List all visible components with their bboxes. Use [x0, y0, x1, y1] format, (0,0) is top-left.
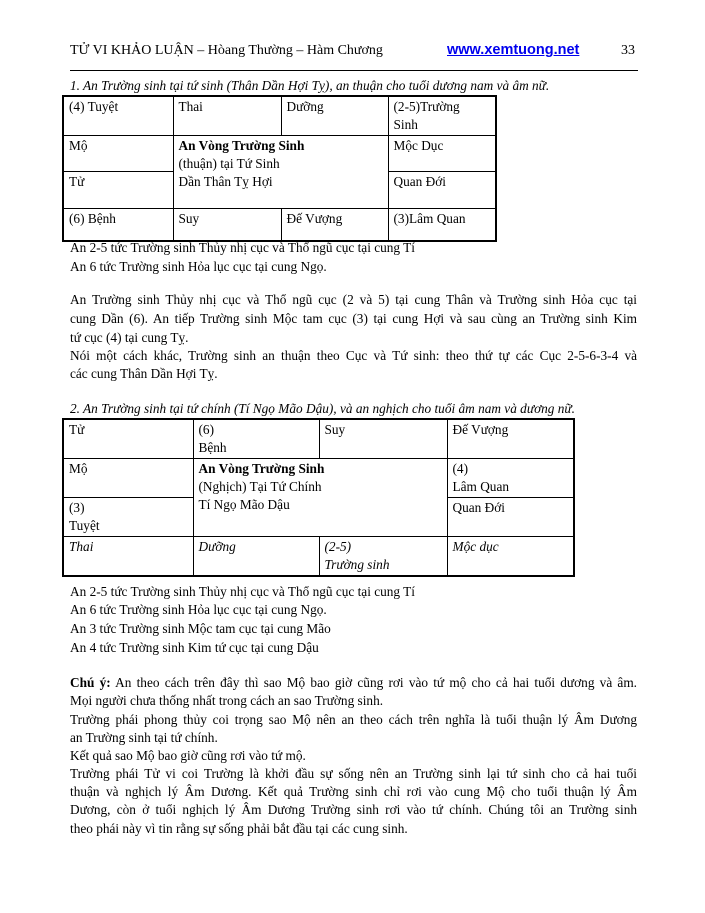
cell-line: (3)	[69, 500, 85, 515]
header-rule	[70, 70, 638, 71]
center-title: An Vòng Trường Sinh	[178, 138, 305, 153]
cell: (6) Bệnh	[63, 209, 173, 241]
cell	[388, 96, 496, 136]
cell: Tử	[63, 419, 193, 459]
center-title: An Vòng Trường Sinh	[198, 461, 325, 476]
cell	[319, 537, 447, 577]
note-paragraph-line: Kết quả sao Mộ bao giờ cũng rơi vào tứ mộ.	[70, 748, 306, 763]
section1-heading: 1. An Trường sinh tại tứ sinh (Thân Dần Hợi Tỵ), an thuận cho tuổi dương nam và âm nữ.	[70, 78, 550, 93]
note-paragraph-line: Trường phái phong thủy coi trọng sao Mộ nên an theo cách trên nghĩa là tuổi thuận lý Âm Dương	[70, 712, 637, 727]
paragraph-line: Nói một cách khác, Trường sinh an thuận theo Cục và Tứ sinh: theo thứ tự các Cục 2-5-6-3-4 và	[70, 348, 637, 363]
cell: Mộc dục	[447, 537, 574, 577]
cell-line: (2-5)Trường	[393, 99, 460, 114]
paragraph-line: An Trường sinh Thủy nhị cục và Thổ ngũ cục (2 và 5) tại cung Thân và Trường sinh Hỏa cục tại	[70, 292, 637, 307]
paragraph-line: các cung Thân Dần Hợi Tỵ.	[70, 366, 218, 381]
note-text: An theo cách trên đây thì sao Mộ bao giờ cũng rơi vào tứ mộ cho cả hai tuổi dương và âm.	[110, 675, 638, 690]
cell-line: Trường sinh	[324, 557, 390, 572]
cell: Suy	[173, 209, 281, 241]
cell: Quan Đới	[388, 172, 496, 209]
center-line: (Nghịch) Tại Tứ Chính	[198, 479, 322, 494]
note-paragraph-line: Trường phái Tử vi coi Trường là khởi đầu sự sống nên an Trường sinh lại tứ sinh cho cả hai tuổi	[70, 766, 637, 781]
cell: Dưỡng	[193, 537, 319, 577]
note-line: An 2-5 tức Trường sinh Thủy nhị cục và Thổ ngũ cục tại cung Tí	[70, 584, 415, 599]
note-paragraph-line: theo phái này vì tin rằng sự sống phải bắt đầu tại các cung sinh.	[70, 821, 408, 836]
cell-line: Bệnh	[198, 440, 227, 455]
cell: Quan Đới	[447, 498, 574, 537]
table-truong-sinh-nghich	[62, 418, 575, 577]
cell: Đế Vượng	[447, 419, 574, 459]
cell	[63, 498, 193, 537]
cell: Tử	[63, 172, 173, 209]
note-line: An 3 tức Trường sinh Mộc tam cục tại cung Mão	[70, 621, 331, 636]
cell: (3)Lâm Quan	[388, 209, 496, 241]
cell-line: Tuyệt	[69, 518, 100, 533]
center-line: Tí Ngọ Mão Dậu	[198, 497, 290, 512]
cell: Mộ	[63, 459, 193, 498]
center-line: Dần Thân Tỵ Hợi	[178, 174, 273, 189]
cell-line: Sinh	[393, 117, 418, 132]
cell	[447, 459, 574, 498]
paragraph-line: tứ cục (4) tại cung Tỵ.	[70, 330, 189, 345]
center-line: (thuận) tại Tứ Sinh	[178, 156, 280, 171]
cell: Thai	[63, 537, 193, 577]
note-paragraph-line: Mọi người chưa thống nhất trong cách an sao Trường sinh.	[70, 693, 384, 708]
cell-line: (6)	[198, 422, 215, 437]
page-number: 33	[621, 43, 635, 58]
cell: Mộc Dục	[388, 136, 496, 172]
cell-line: (2-5)	[324, 539, 352, 554]
cell: Đế Vượng	[281, 209, 388, 241]
note-paragraph-line: an Trường sinh tại tứ chính.	[70, 730, 218, 745]
section2-heading: 2. An Trường sinh tại tứ chính (Tí Ngọ Mão Dậu), và an nghịch cho tuổi âm nam và dương nữ.	[70, 401, 576, 416]
cell-line: Lâm Quan	[452, 479, 509, 494]
note-line: An 6 tức Trường sinh Hỏa lục cục tại cung Ngọ.	[70, 259, 327, 274]
cell-line: (4)	[452, 461, 469, 476]
note-paragraph-line	[70, 675, 637, 691]
cell: Dưỡng	[281, 96, 388, 136]
center-cell	[193, 459, 447, 537]
running-header-title: TỬ VI KHẢO LUẬN – Hòang Thường – Hàm Chương	[70, 43, 383, 58]
note-paragraph-line: thuận và nghịch lý Âm Dương. Kết quả Trường sinh chỉ rơi vào cung Mộ cho tuổi thuận lý Âm	[70, 784, 637, 799]
center-title-line	[199, 460, 442, 478]
cell: Thai	[173, 96, 281, 136]
cell: Mộ	[63, 136, 173, 172]
note-paragraph-line: Dương, còn ở tuổi nghịch lý Âm Dương Trường sinh rơi vào tứ chính. Chúng tôi an Trường sinh	[70, 802, 637, 817]
website-link[interactable]: www.xemtuong.net	[447, 42, 580, 58]
center-cell	[173, 136, 388, 209]
note-label: Chú ý:	[70, 675, 111, 690]
paragraph-line: cung Dần (6). An tiếp Trường sinh Mộc tam cục (3) tại cung Hợi và sau cùng an Trường sinh Kim	[70, 311, 637, 326]
cell: (4) Tuyệt	[63, 96, 173, 136]
table-truong-sinh-thuan	[62, 95, 497, 242]
note-line: An 6 tức Trường sinh Hỏa lục cục tại cung Ngọ.	[70, 602, 327, 617]
note-line: An 2-5 tức Trường sinh Thủy nhị cục và Thổ ngũ cục tại cung Tí	[70, 240, 415, 255]
center-title-line	[179, 137, 383, 155]
note-line: An 4 tức Trường sinh Kim tứ cục tại cung Dậu	[70, 640, 319, 655]
cell	[193, 419, 319, 459]
cell: Suy	[319, 419, 447, 459]
